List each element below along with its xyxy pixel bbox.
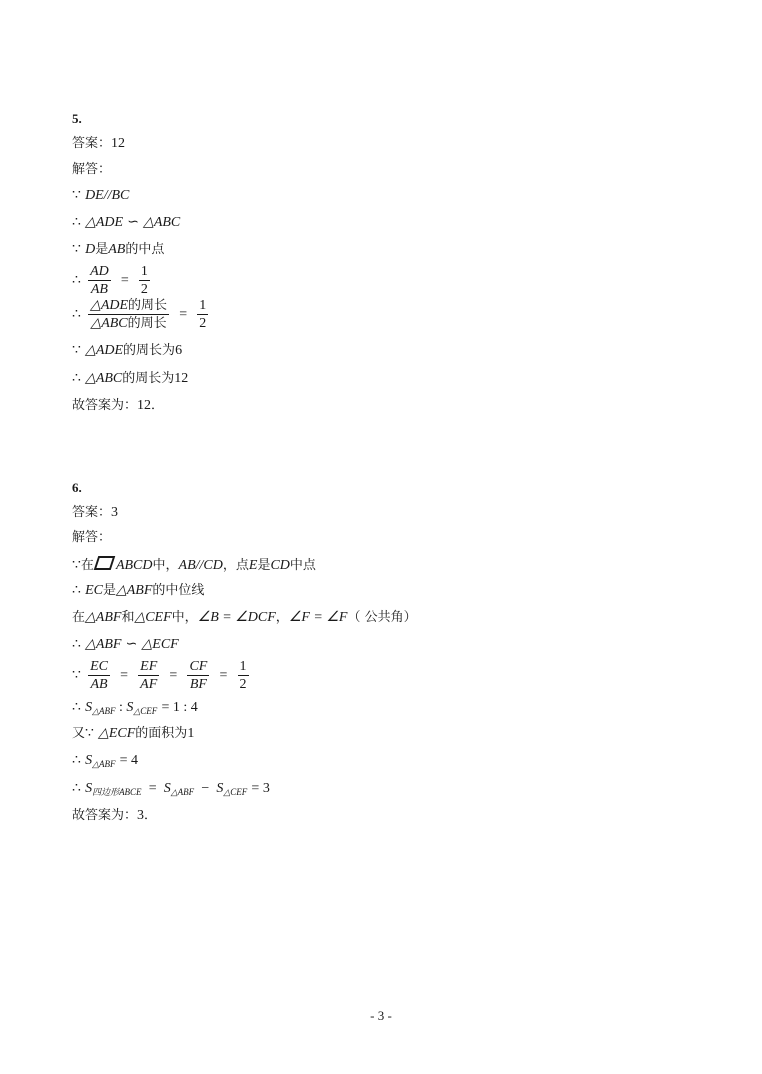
final-label: 故答案为： xyxy=(72,808,138,823)
math-expr: △ABF xyxy=(115,583,153,598)
math-expr: = 4 xyxy=(119,753,139,768)
denominator xyxy=(88,315,169,331)
q5-step-1 xyxy=(72,188,129,204)
q5-step-4 xyxy=(72,264,153,297)
subscript: △CEF xyxy=(133,706,158,716)
q6-step-5 xyxy=(72,659,252,692)
math-expr: AB//CD xyxy=(178,558,223,573)
text: 的周长为 xyxy=(123,343,176,358)
q6-step-1 xyxy=(72,556,316,574)
text: 的中位线 xyxy=(152,583,205,598)
text: 是 xyxy=(102,583,116,598)
text: ， xyxy=(275,610,289,625)
text: 的周长 xyxy=(128,298,168,313)
q5-step-5 xyxy=(72,298,211,331)
math-expr: D xyxy=(85,242,96,257)
equals-sign: = xyxy=(120,273,129,288)
q6-answer xyxy=(72,505,118,521)
minus-sign: − xyxy=(201,781,210,796)
text: ，点 xyxy=(222,558,249,573)
math-expr: △ABF xyxy=(85,637,122,652)
therefore-symbol: ∴ xyxy=(72,371,81,386)
text: 又 xyxy=(72,726,86,741)
answer-value: 12 xyxy=(111,136,126,151)
numerator xyxy=(88,298,169,315)
math-expr: = 3 xyxy=(251,781,270,796)
equals-sign: = xyxy=(219,668,228,683)
denominator: 2 xyxy=(140,282,148,297)
numerator: EF xyxy=(140,659,158,674)
therefore-symbol: ∴ xyxy=(72,307,81,322)
fraction xyxy=(197,298,208,331)
colon: : xyxy=(115,700,127,715)
answer-value: 3 xyxy=(111,505,119,520)
text: 是 xyxy=(257,558,271,573)
q6-step-7 xyxy=(72,726,194,742)
numerator: AD xyxy=(90,264,109,279)
q6-step-4 xyxy=(72,637,179,653)
fraction xyxy=(88,659,110,692)
denominator: 2 xyxy=(199,316,207,331)
math-expr: ∠B = ∠DCF xyxy=(197,610,276,625)
text: 的周长为 xyxy=(122,371,175,386)
q5-step-3 xyxy=(72,242,164,258)
math-expr: △ECF xyxy=(98,726,136,741)
math-expr: CD xyxy=(270,558,290,573)
text: 是 xyxy=(95,242,109,257)
subscript: △ABF xyxy=(92,759,116,769)
math-expr: △ADE xyxy=(85,215,124,230)
subscript: △ABF xyxy=(92,706,116,716)
fraction xyxy=(187,659,209,692)
because-symbol: ∵ xyxy=(72,242,81,257)
q6-step-8 xyxy=(72,753,138,772)
because-symbol: ∵ xyxy=(72,668,81,683)
math-expr: △ECF xyxy=(141,637,179,652)
math-expr: △ABC xyxy=(143,215,181,230)
question-6-number: 6. xyxy=(72,480,82,495)
math-expr: △ABC xyxy=(85,371,123,386)
math-expr: △ADE xyxy=(85,343,124,358)
answer-label: 答案： xyxy=(72,136,112,151)
q6-step-6 xyxy=(72,700,198,719)
equals-sign: = xyxy=(179,307,188,322)
math-expr: ∠F = ∠F xyxy=(288,610,348,625)
q5-solution-label: 解答： xyxy=(72,162,112,177)
because-symbol: ∵ xyxy=(72,188,81,203)
numerator: EC xyxy=(90,659,108,674)
similar-symbol: ∽ xyxy=(125,637,138,652)
similar-symbol: ∽ xyxy=(127,215,139,230)
equals-sign: = xyxy=(169,668,178,683)
text: 的周长 xyxy=(127,316,167,331)
text: 中点 xyxy=(289,558,316,573)
fraction xyxy=(138,659,159,692)
denominator: AF xyxy=(140,677,158,692)
area-symbol: S xyxy=(126,700,134,715)
subscript: △CEF xyxy=(223,787,248,797)
math-expr: △ADE xyxy=(90,298,129,313)
therefore-symbol: ∴ xyxy=(72,753,81,768)
final-label: 故答案为： xyxy=(72,398,138,413)
denominator: BF xyxy=(189,677,207,692)
therefore-symbol: ∴ xyxy=(72,637,81,652)
subscript: △ABF xyxy=(170,787,195,797)
therefore-symbol: ∴ xyxy=(72,781,81,796)
area-symbol: S xyxy=(85,753,93,768)
therefore-symbol: ∴ xyxy=(72,215,81,230)
numerator: 1 xyxy=(140,264,148,279)
text: 中， xyxy=(171,610,198,625)
text: 中， xyxy=(152,558,179,573)
math-expr: △ABC xyxy=(90,316,128,331)
q6-final-answer xyxy=(72,808,157,824)
therefore-symbol: ∴ xyxy=(72,583,81,598)
q5-answer xyxy=(72,136,125,152)
q5-step-2 xyxy=(72,215,180,231)
period: ． xyxy=(151,398,165,413)
q5-step-6 xyxy=(72,343,182,359)
because-symbol: ∵ xyxy=(72,558,81,573)
math-expr: = 1 : 4 xyxy=(161,700,198,715)
math-expr: DE//BC xyxy=(85,188,130,203)
fraction xyxy=(139,264,150,297)
math-expr: △CEF xyxy=(134,610,172,625)
q6-step-2 xyxy=(72,583,204,599)
therefore-symbol: ∴ xyxy=(72,700,81,715)
number: 6 xyxy=(175,343,183,358)
final-value: 3 xyxy=(137,808,145,823)
numerator: CF xyxy=(189,659,208,674)
area-symbol: S xyxy=(163,781,171,796)
text: 的中点 xyxy=(125,242,165,257)
q6-step-9 xyxy=(72,781,270,800)
numerator: 1 xyxy=(239,659,247,674)
text: 在 xyxy=(72,610,86,625)
text: 和 xyxy=(121,610,135,625)
period: ． xyxy=(144,808,158,823)
denominator: 2 xyxy=(239,677,247,692)
therefore-symbol: ∴ xyxy=(72,273,81,288)
math-expr: △ABF xyxy=(85,610,122,625)
fraction xyxy=(88,298,169,331)
fraction xyxy=(88,264,111,297)
text: 的面积为 xyxy=(135,726,188,741)
fraction xyxy=(238,659,249,692)
final-value: 12 xyxy=(137,398,152,413)
because-symbol: ∵ xyxy=(85,726,94,741)
subscript: 四边形ABCE xyxy=(92,787,142,797)
q6-step-3 xyxy=(72,610,417,626)
denominator: AB xyxy=(90,282,108,297)
math-expr: ABCD xyxy=(115,558,153,573)
text: （ 公共角） xyxy=(347,610,417,625)
answer-label: 答案： xyxy=(72,505,112,520)
page-number: - 3 - xyxy=(370,1008,392,1023)
q6-solution-label: 解答： xyxy=(72,530,112,545)
numerator: 1 xyxy=(199,298,207,313)
because-symbol: ∵ xyxy=(72,343,81,358)
area-symbol: S xyxy=(85,781,93,796)
math-expr: EC xyxy=(85,583,103,598)
equals-sign: = xyxy=(148,781,157,796)
area-symbol: S xyxy=(85,700,93,715)
math-expr: AB xyxy=(108,242,126,257)
number: 12 xyxy=(174,371,189,386)
text: 在 xyxy=(80,558,94,573)
question-5-number: 5. xyxy=(72,111,82,126)
area-symbol: S xyxy=(216,781,224,796)
equals-sign: = xyxy=(120,668,128,683)
q5-step-7 xyxy=(72,371,188,387)
parallelogram-icon xyxy=(94,556,116,570)
number: 1 xyxy=(187,726,195,741)
q5-final-answer xyxy=(72,398,164,414)
denominator: AB xyxy=(90,677,108,692)
math-expr: E xyxy=(248,558,258,573)
